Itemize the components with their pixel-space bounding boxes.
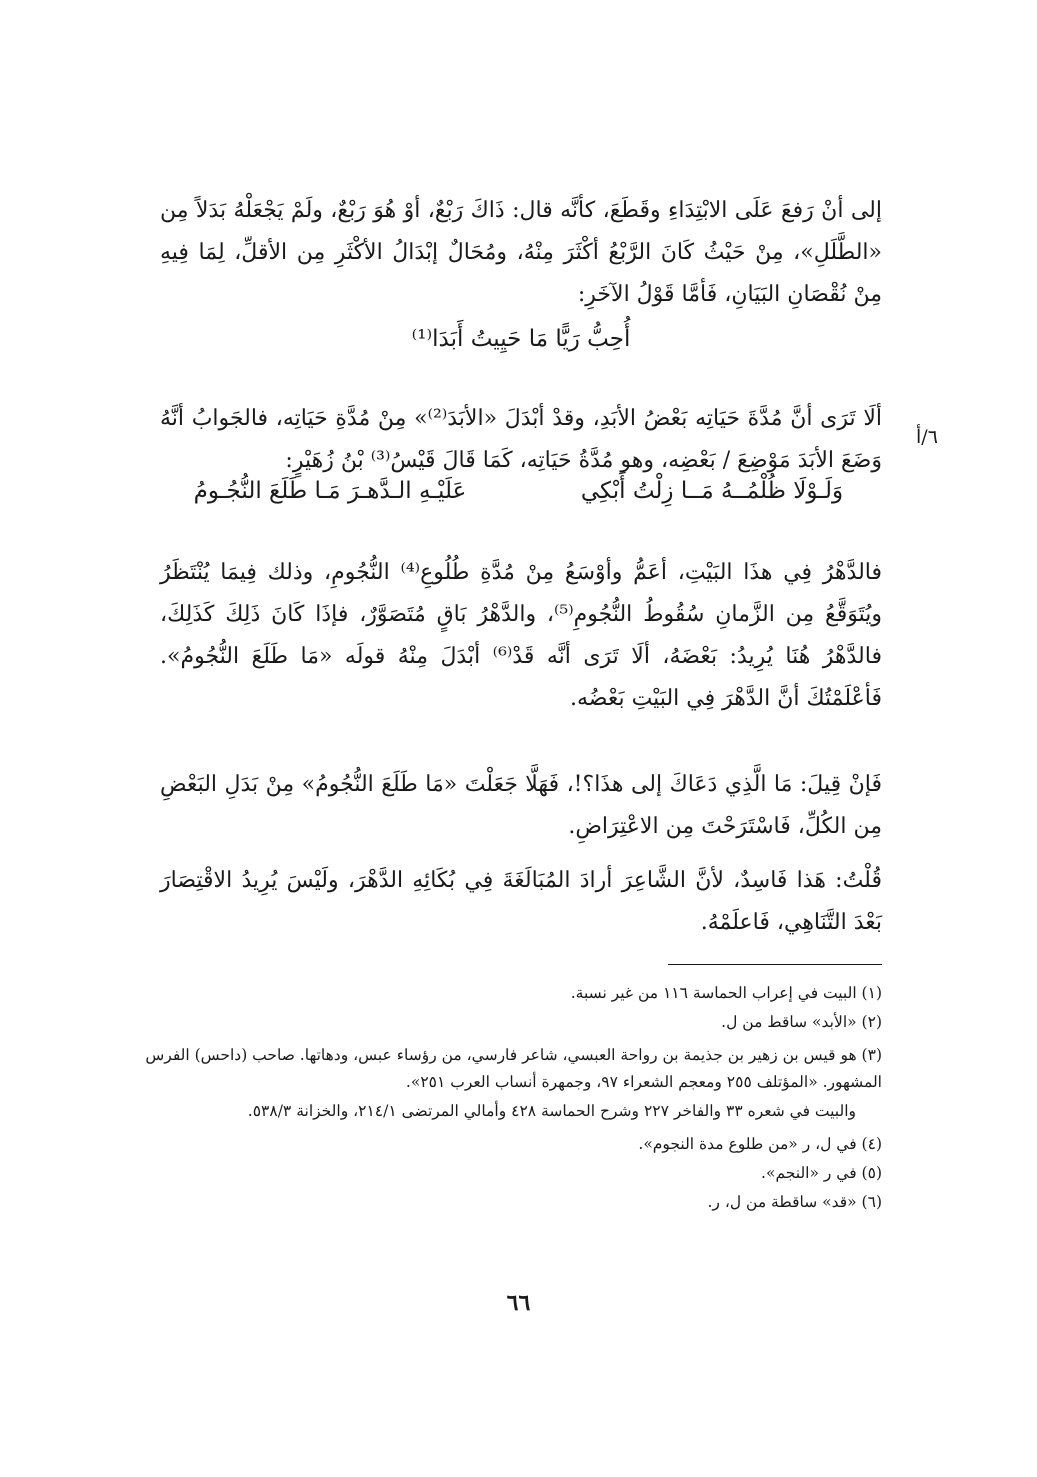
- verse-couplet: [160, 470, 882, 512]
- footnote-4: (٤) في ل، ر «من طلوع مدة النجوم».: [638, 1135, 882, 1153]
- manuscript-folio-marker: ٦/أ: [916, 426, 938, 448]
- footnote-3: (٣) هو قيس بن زهير بن جذيمة بن رواحة العبسي، شاعر فارسي، من رؤساء عبس، ودهاتها. صاحب (داحس) الفرس المشهور. «المؤتلف ٢٥٥ ومعجم الشعراء ٩٧، وجمهرة أنساب العرب ٢٥١».: [145, 1046, 882, 1091]
- footnote-5: (٥) في ر «النجم».: [761, 1164, 882, 1182]
- verse-first-hemistich: وَلَـوْلَا ظُلْمُــهُ مَــا زِلْتُ أَبْكِي: [580, 478, 844, 504]
- footnote-divider: [668, 964, 882, 965]
- verse-second-hemistich: عَلَيْـهِ الـدَّهـرَ مَـا طَلَعَ النُّجُـومُ: [193, 478, 467, 504]
- page-number: ٦٦: [506, 1290, 531, 1316]
- body-paragraph: فَإنْ قِيلَ: مَا الَّذِي دَعَاكَ إلى هذَا؟!، فَهَلَّا جَعَلْتَ «مَا طَلَعَ النُّجُومُ» مِنْ بَدَلِ البَعْضِ مِن الكُلِّ، فَاسْتَرَحْتَ مِن الاعْتِرَاضِ.: [160, 772, 882, 839]
- footnote-2: (٢) «الأبد» ساقط من ل.: [721, 1013, 882, 1031]
- body-paragraph: إلى أنْ رَفعَ عَلَى الابْتِدَاءِ وقَطَعَ، كأنَّه قال: ذَاكَ رَبْعٌ، أوْ هُوَ رَبْعٌ، ولَمْ يَجْعَلْهُ بَدَلاً مِن «الطَّلَلِ»، مِنْ حَيْثُ كَانَ الرَّبْعُ أكْثَرَ مِنْهُ، ومُحَالٌ إبْدَالُ الأكْثَرِ مِن الأقلِّ، لِمَا فِيهِ مِنْ نُقْصَانِ البَيَانِ، فَأمَّا قَوْلُ الآخَرِ:: [160, 198, 882, 307]
- verse-line: أُحِبُّ رَيًّا مَا حَيِيتُ أَبَدَا⁽¹⁾: [411, 326, 631, 352]
- footnote-1: (١) البيت في إعراب الحماسة ١١٦ من غير نسبة.: [570, 984, 882, 1002]
- body-paragraph: ألَا تَرَى أنَّ مُدَّةَ حَيَاتِه بَعْضُ الأبَدِ، وقدْ أبْدَلَ «الأبَدَ⁽²⁾» مِنْ مُدَّةِ حَيَاتِه، فالجَوابُ أنَّهُ وَضَعَ الأبَدَ مَوْضِعَ / بَعْضِه، وهو مُدَّةُ حَيَاتِه، كَمَا قَالَ قَيْسُ⁽³⁾ بْنُ زُهَيْرٍ:: [160, 406, 882, 473]
- footnote-6: (٦) «قد» ساقطة من ل، ر.: [707, 1193, 882, 1211]
- footnote-3-continuation: والبيت في شعره ٣٣ والفاخر ٢٢٧ وشرح الحماسة ٤٢٨ وأمالي المرتضى ٢١٤/١، والخزانة ٥٣٨/٣.: [247, 1102, 856, 1120]
- footnotes: [130, 980, 882, 1218]
- body-paragraph: فالدَّهْرُ فِي هذَا البَيْتِ، أعَمُّ وأوْسَعُ مِنْ مُدَّةِ طُلُوعِ⁽⁴⁾ النُّجُومِ، وذلك فِيمَا يُنْتَظَرُ ويُتَوَقَّعُ مِن الزَّمانِ سُقُوطُ النُّجُومِ⁽⁵⁾، والدَّهْرُ بَاقٍ مُتَصَوَّرٌ، فإذَا كَانَ ذَلِكَ كَذَلِكَ، فالدَّهْرُ هُنَا يُرِيدُ: بَعْضَهُ، ألَا تَرَى أنَّه قَدْ⁽⁶⁾ أبْدَلَ مِنْهُ قولَه «مَا طَلَعَ النُّجُومُ». فَأعْلَمْتُكَ أنَّ الدَّهْرَ فِي البَيْتِ بَعْضُه.: [160, 560, 882, 711]
- body-paragraph: قُلْتُ: هَذا فَاسِدٌ، لأنَّ الشَّاعِرَ أرادَ المُبَالَغَةَ فِي بُكَائِهِ الدَّهْرَ، ولَيْسَ يُرِيدُ الاقْتِصَارَ بَعْدَ التَّنَاهِي، فَاعلَمْهُ.: [160, 868, 882, 935]
